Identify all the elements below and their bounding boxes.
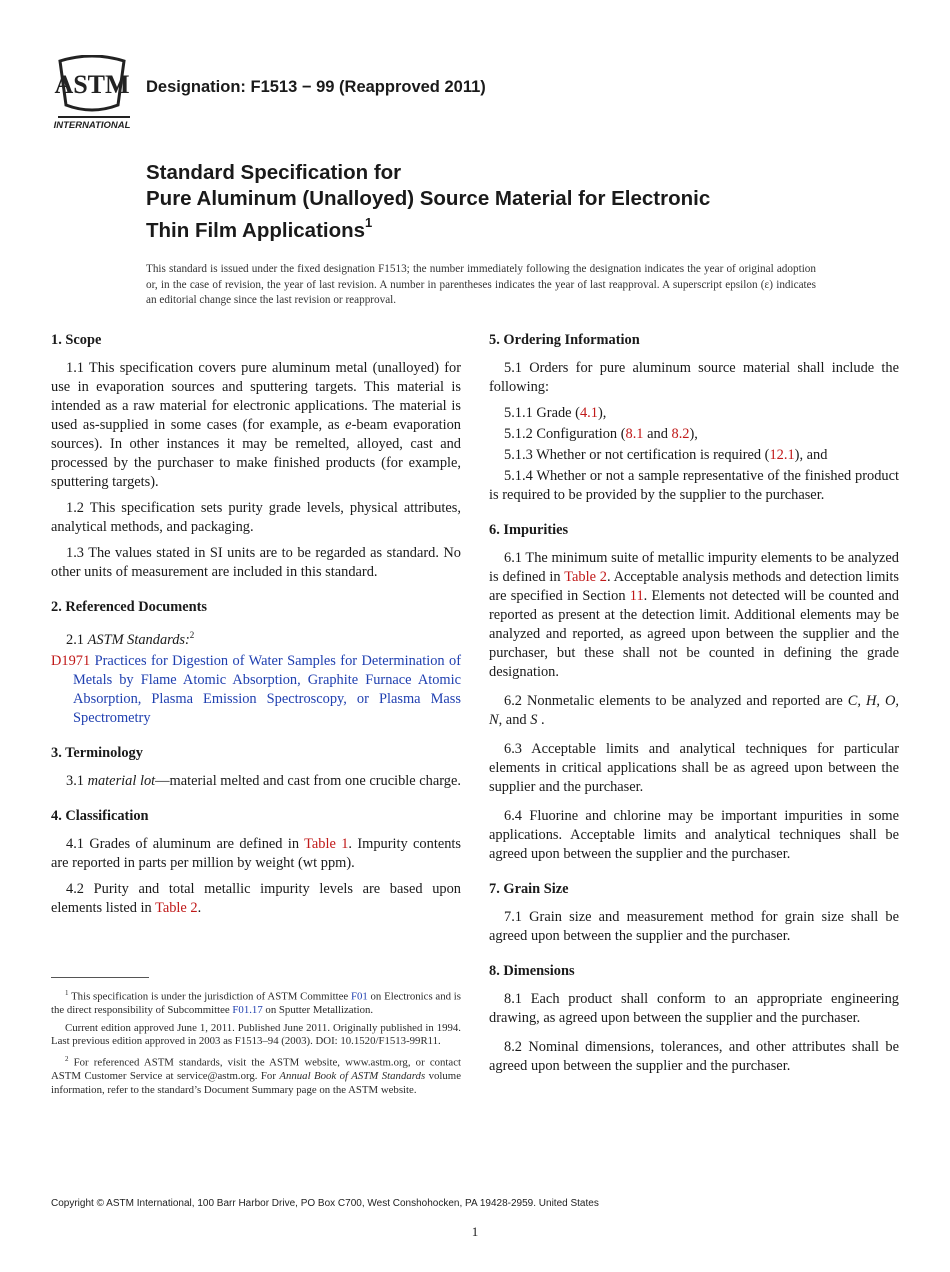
section-heading: 3. Terminology bbox=[51, 744, 143, 761]
title-line-3-text: Thin Film Applications bbox=[146, 218, 366, 242]
section-scope bbox=[51, 331, 461, 582]
page-number: 1 bbox=[471, 1224, 479, 1239]
document-title bbox=[146, 160, 866, 244]
paragraph-1-1: 1.1 This specification covers pure aluminum metal (unalloyed) for use in evaporation sources and sputtering targets. This material is intended as a raw material for electronic applications. The material is used as-supplied in some cases (for example, as e-beam evaporation sources). In other instances it may be remelted, alloyed, cast and processed by the purchaser to make finished products (for example, sputtering targets). bbox=[51, 360, 461, 490]
table-1-link[interactable]: Table 1 bbox=[304, 835, 349, 852]
title-line-2: Pure Aluminum (Unalloyed) Source Material for Electronic bbox=[146, 187, 711, 210]
paragraph-6-3: 6.3 Acceptable limits and analytical techniques for particular elements in critical applications shall be as agreed upon between the supplier and the purchaser. bbox=[489, 741, 899, 795]
section-heading: 2. Referenced Documents bbox=[51, 599, 207, 615]
paragraph-4-1: 4.1 Grades of aluminum are defined in Table 1. Impurity contents are reported in parts per million by weight (wt ppm). bbox=[51, 835, 461, 871]
section-terminology bbox=[51, 744, 461, 791]
section-heading: 4. Classification bbox=[51, 807, 149, 824]
committee-link[interactable]: F01 bbox=[350, 990, 368, 1003]
reference-title-link[interactable]: Practices for Digestion of Water Samples for Determination of Metals by Flame Atomic Absorption, Graphite Furnace Atomic Absorption, Plasma Emission Spectroscopy, or Plasma Mass Spectrometry bbox=[73, 652, 461, 726]
designation: Designation: F1513 − 99 (Reapproved 2011) bbox=[146, 78, 486, 96]
paragraph-8-1: 8.1 Each product shall conform to an appropriate engineering drawing, as agreed upon between the supplier and the purchaser. bbox=[489, 991, 899, 1026]
paragraph-7-1: 7.1 Grain size and measurement method for grain size shall be agreed upon between the supplier and the purchaser. bbox=[489, 909, 899, 944]
copyright-notice: Copyright © ASTM International, 100 Barr Harbor Drive, PO Box C700, West Conshohocken, PA 19428-2959. United States bbox=[51, 1198, 599, 1209]
footnotes bbox=[51, 987, 461, 1101]
paragraph-1-2: 1.2 This specification sets purity grade levels, physical attributes, analytical methods, and packaging. bbox=[51, 500, 461, 535]
paragraph-5-1-4: 5.1.4 Whether or not a sample representative of the finished product is required to be provided by the supplier to the purchaser. bbox=[489, 468, 899, 503]
footnote-edition: Current edition approved June 1, 2011. Published June 2011. Originally published in 1994. Last previous edition approved in 2003 as F1513–94 (2003). DOI: 10.1520/F1513-99R11. bbox=[51, 1021, 461, 1048]
reference-code-link[interactable]: D1971 bbox=[51, 652, 91, 669]
right-column bbox=[489, 331, 899, 1092]
title-footnote-mark: 1 bbox=[365, 215, 373, 230]
paragraph-5-1-2: 5.1.2 Configuration (8.1 and 8.2), bbox=[504, 426, 698, 442]
subcommittee-link[interactable]: F01.17 bbox=[232, 1004, 263, 1017]
astm-logo bbox=[50, 55, 134, 133]
paragraph-2-1: 2.1 ASTM Standards:$^2$ bbox=[66, 630, 195, 648]
section-heading: 5. Ordering Information bbox=[489, 332, 640, 348]
section-referenced-documents bbox=[51, 598, 461, 728]
table-2-link[interactable]: Table 2 bbox=[564, 569, 607, 585]
section-heading: 6. Impurities bbox=[489, 522, 569, 538]
astm-logo-graphic bbox=[50, 55, 134, 133]
reference-d1971 bbox=[51, 652, 461, 728]
title-line-3 bbox=[146, 212, 866, 244]
section-link[interactable]: 12.1 bbox=[769, 447, 795, 463]
section-dimensions bbox=[489, 962, 899, 1076]
section-link[interactable]: 8.1 bbox=[625, 426, 644, 442]
left-column bbox=[51, 331, 461, 934]
section-link[interactable]: 8.2 bbox=[671, 426, 690, 442]
paragraph-6-1: 6.1 The minimum suite of metallic impurity elements to be analyzed is defined in Table 2. Acceptable analysis methods and detection limits are specified in Section 11. Elements not detected will be counted and reported as present at the detection limit. Additional elements may be analyzed and reported, as agreed upon between the supplier and the purchaser, but these shall not be counted in defining the grade designation. bbox=[489, 550, 899, 680]
logo-text: ASTM bbox=[54, 70, 130, 99]
section-link[interactable]: 11 bbox=[629, 588, 644, 604]
section-ordering-information bbox=[489, 331, 899, 505]
paragraph-8-2: 8.2 Nominal dimensions, tolerances, and other attributes shall be agreed upon between the supplier and the purchaser. bbox=[489, 1039, 899, 1074]
section-impurities bbox=[489, 521, 899, 864]
section-grain-size bbox=[489, 880, 899, 946]
paragraph-5-1-1: 5.1.1 Grade (4.1), bbox=[504, 405, 607, 421]
footnote-2: $^2$ For referenced ASTM standards, visit the ASTM website, www.astm.org, or contact ASTM Customer Service at service@astm.org. For Annual Book of ASTM Standards volume information, refer to the standard’s Document Summary page on the ASTM website. bbox=[51, 1054, 461, 1096]
paragraph-6-2: 6.2 Nonmetalic elements to be analyzed and reported are C, H, O, N, and S . bbox=[489, 693, 899, 728]
section-link[interactable]: 4.1 bbox=[579, 405, 598, 421]
section-classification bbox=[51, 807, 461, 918]
table-2-link[interactable]: Table 2 bbox=[155, 899, 198, 916]
section-heading: 1. Scope bbox=[51, 332, 102, 348]
logo-subtext: INTERNATIONAL bbox=[53, 120, 131, 131]
section-heading: 7. Grain Size bbox=[489, 881, 569, 897]
paragraph-3-1: 3.1 material lot—material melted and cast from one crucible charge. bbox=[66, 772, 461, 789]
paragraph-1-3: 1.3 The values stated in SI units are to be regarded as standard. No other units of measurement are included in this standard. bbox=[51, 545, 461, 580]
paragraph-4-2: 4.2 Purity and total metallic impurity levels are based upon elements listed in Table 2. bbox=[51, 880, 461, 916]
paragraph-5-1: 5.1 Orders for pure aluminum source material shall include the following: bbox=[489, 360, 899, 395]
issuance-note: This standard is issued under the fixed designation F1513; the number immediately following the designation indicates the year of original adoption or, in the case of revision, the year of last revision. A number in parentheses indicates the year of last reapproval. A superscript epsilon (ε) indicates an editorial change since the last revision or reapproval. bbox=[146, 263, 816, 306]
paragraph-5-1-3: 5.1.3 Whether or not certification is required (12.1), and bbox=[504, 447, 828, 463]
footnote-divider bbox=[51, 977, 149, 978]
footnote-1: $^1$ This specification is under the jurisdiction of ASTM Committee F01 on Electronics and is the direct responsibility of Subcommittee F01.17 on Sputter Metallization. bbox=[51, 989, 461, 1017]
paragraph-6-4: 6.4 Fluorine and chlorine may be important impurities in some applications. Acceptable limits and analytical techniques shall be agreed upon between the supplier and the purchaser. bbox=[489, 808, 899, 862]
section-heading: 8. Dimensions bbox=[489, 963, 575, 979]
title-line-1: Standard Specification for bbox=[146, 161, 402, 184]
